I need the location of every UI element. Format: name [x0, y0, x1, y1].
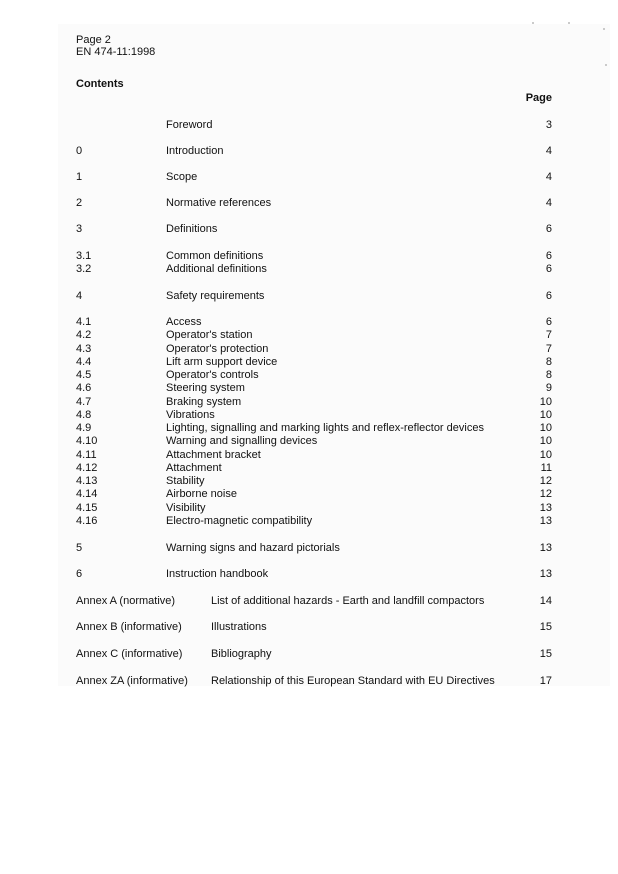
toc-entry-page: 4 — [545, 145, 552, 157]
annex-label: Annex ZA (informative) — [76, 675, 188, 687]
page-column-heading: Page — [525, 92, 552, 104]
toc-entry-page: 13 — [539, 542, 552, 554]
toc-entry-number: 4.7 — [76, 395, 92, 408]
toc-entry-title: Operator's station — [166, 329, 253, 342]
scan-speck — [532, 22, 534, 24]
toc-entry-title: Warning and signalling devices — [166, 435, 318, 448]
toc-entry-title: Common definitions — [166, 250, 264, 262]
toc-entry-page: 9 — [545, 382, 552, 395]
page-number: Page 2 — [76, 34, 111, 46]
toc-entry-number: 4.3 — [76, 342, 92, 355]
toc-entry-page: 6 — [545, 316, 552, 328]
toc-entry-number: 5 — [76, 542, 83, 554]
toc-entry-title: Introduction — [166, 145, 224, 157]
annex-label: Annex A (normative) — [76, 595, 176, 607]
toc-entry-number: 1 — [76, 171, 83, 183]
toc-entry-page: 13 — [539, 501, 552, 514]
document-id: EN 474-11:1998 — [76, 46, 156, 58]
toc-entry-title: Electro-magnetic compatibility — [166, 514, 313, 527]
toc-entry-number: 4.6 — [76, 382, 92, 395]
toc-entry-title: Attachment bracket — [166, 448, 261, 461]
annex-label: Annex B (informative) — [76, 621, 182, 633]
toc-entry-page: 4 — [545, 171, 552, 183]
toc-entry-title: Operator's controls — [166, 369, 259, 381]
toc-entry-number: 4.13 — [76, 475, 98, 487]
toc-entry-page: 7 — [545, 342, 552, 355]
toc-entry-page: 7 — [545, 329, 552, 342]
annex-title: List of additional hazards - Earth and landfill compactors — [211, 595, 485, 607]
toc-entry-title: Scope — [166, 171, 198, 183]
toc-entry-number: 4.9 — [76, 422, 92, 434]
toc-entry-title: Stability — [166, 475, 205, 487]
toc-entry-page: 4 — [545, 197, 552, 209]
toc-entry-number: 4.8 — [76, 408, 92, 421]
toc-entry-page: 12 — [539, 475, 552, 487]
toc-entry-title: Attachment — [166, 461, 222, 474]
annex-label: Annex C (informative) — [76, 648, 183, 660]
toc-entry-page: 10 — [539, 408, 552, 421]
annex-page: 17 — [539, 675, 552, 687]
toc-entry-title: Lift arm support device — [166, 355, 278, 368]
toc-entry-title: Vibrations — [166, 408, 215, 421]
toc-entry-page: 8 — [545, 369, 552, 381]
toc-entry-title: Foreword — [166, 119, 213, 131]
toc-entry-number: 4.10 — [76, 435, 98, 448]
toc-entry-page: 6 — [545, 223, 552, 235]
toc-entry-title: Access — [166, 316, 202, 328]
toc-entry-page: 11 — [540, 461, 552, 474]
toc-entry-number: 4.15 — [76, 501, 98, 514]
toc-entry-title: Instruction handbook — [166, 568, 269, 580]
toc-entry-page: 8 — [545, 355, 552, 368]
annex-title: Illustrations — [211, 621, 267, 633]
toc-entry-page: 12 — [539, 488, 552, 501]
toc-entry-number: 4.5 — [76, 369, 92, 381]
toc-entry-title: Steering system — [166, 382, 245, 395]
toc-entry-title: Visibility — [166, 501, 206, 514]
scan-speck — [603, 28, 605, 30]
scan-speck — [568, 22, 570, 24]
toc-entry-title: Lighting, signalling and marking lights and reflex-reflector devices — [166, 422, 484, 434]
toc-entry-page: 3 — [545, 119, 552, 131]
toc-entry-number: 2 — [76, 197, 83, 209]
toc-entry-title: Operator's protection — [166, 342, 269, 355]
toc-entry-number: 4.2 — [76, 329, 92, 342]
page-sheet — [58, 24, 610, 686]
toc-entry-number: 4.11 — [76, 448, 97, 461]
toc-entry-title: Warning signs and hazard pictorials — [166, 542, 340, 554]
toc-entry-page: 13 — [539, 568, 552, 580]
annex-title: Bibliography — [211, 648, 272, 660]
toc-entry-page: 13 — [539, 514, 552, 527]
toc-entry-page: 10 — [539, 422, 552, 434]
toc-entry-number: 0 — [76, 145, 83, 157]
toc-entry-number: 4.14 — [76, 488, 98, 501]
toc-entry-page: 10 — [539, 435, 552, 448]
annex-title: Relationship of this European Standard with EU Directives — [211, 675, 495, 687]
toc-entry-number: 4.1 — [76, 316, 92, 328]
toc-entry-number: 4.4 — [76, 355, 92, 368]
toc-entry-number: 6 — [76, 568, 83, 580]
annex-page: 15 — [539, 621, 552, 633]
toc-entry-title: Definitions — [166, 223, 218, 235]
scan-speck — [605, 64, 607, 66]
toc-entry-number: 3.2 — [76, 263, 92, 276]
toc-entry-number: 4.12 — [76, 461, 98, 474]
annex-page: 15 — [539, 648, 552, 660]
toc-entry-number: 4.16 — [76, 514, 98, 527]
contents-heading: Contents — [76, 78, 124, 90]
toc-entry-title: Safety requirements — [166, 290, 265, 302]
toc-entry-page: 6 — [545, 250, 552, 262]
toc-entry-title: Normative references — [166, 197, 272, 209]
annex-page: 14 — [539, 595, 552, 607]
toc-entry-number: 4 — [76, 290, 83, 302]
toc-entry-page: 10 — [539, 395, 552, 408]
toc-entry-title: Additional definitions — [166, 263, 267, 276]
toc-entry-page: 10 — [539, 448, 552, 461]
toc-entry-page: 6 — [545, 290, 552, 302]
toc-entry-title: Airborne noise — [166, 488, 237, 501]
toc-entry-number: 3.1 — [76, 250, 92, 262]
toc-entry-title: Braking system — [166, 395, 242, 408]
toc-entry-number: 3 — [76, 223, 83, 235]
toc-entry-page: 6 — [545, 263, 552, 276]
